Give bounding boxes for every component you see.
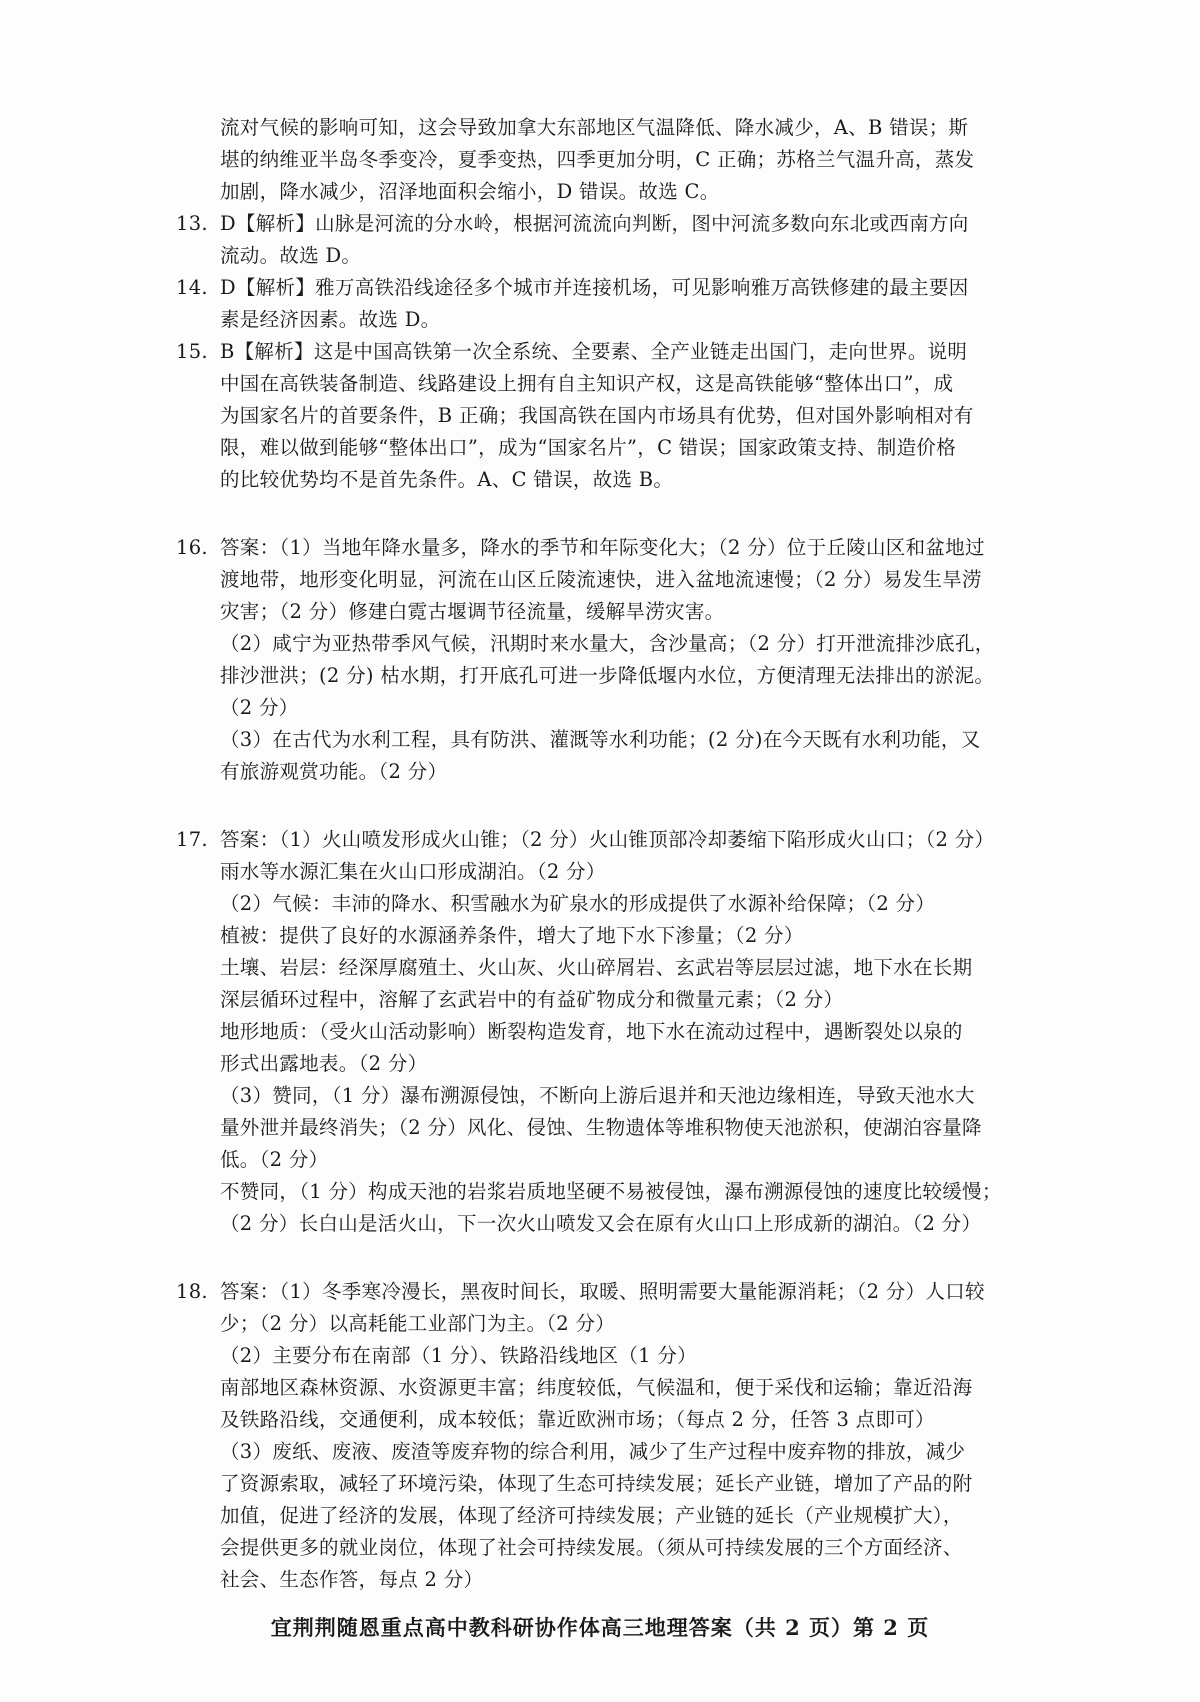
question-number: 13. — [176, 212, 208, 235]
text-line: 渡地带，地形变化明显，河流在山区丘陵流速快，进入盆地流速慢；（2 分）易发生旱涝 — [220, 568, 982, 591]
text-line: 及铁路沿线，交通便利，成本较低；靠近欧洲市场；（每点 2 分，任答 3 点即可） — [220, 1408, 935, 1431]
text-line: 排沙泄洪；(2 分) 枯水期，打开底孔可进一步降低堰内水位，方便清理无法排出的淤泥。 — [220, 664, 995, 687]
text-line: （2）咸宁为亚热带季风气候，汛期时来水量大，含沙量高；（2 分）打开泄流排沙底孔， — [220, 632, 995, 655]
spacer — [176, 1240, 1036, 1276]
text-line: 深层循环过程中，溶解了玄武岩中的有益矿物成分和微量元素；（2 分） — [220, 988, 844, 1011]
question-number: 14. — [176, 276, 208, 299]
text-line: 流对气候的影响可知，这会导致加拿大东部地区气温降低、降水减少，A、B 错误；斯 — [220, 116, 969, 139]
text-line: 南部地区森林资源、水资源更丰富；纬度较低，气候温和，便于采伐和运输；靠近沿海 — [220, 1376, 973, 1399]
text-line: 素是经济因素。故选 D。 — [220, 308, 441, 331]
text-line: 答案：（1）火山喷发形成火山锥；（2 分）火山锥顶部冷却萎缩下陷形成火山口；（2 分） — [220, 828, 995, 851]
text-line: 答案：（1）当地年降水量多，降水的季节和年际变化大；（2 分）位于丘陵山区和盆地过 — [220, 536, 985, 559]
text-line: 中国在高铁装备制造、线路建设上拥有自主知识产权，这是高铁能够“整体出口”，成 — [220, 372, 954, 395]
text-line: 量外泄并最终消失；（2 分）风化、侵蚀、生物遗体等堆积物使天池淤积，使湖泊容量降 — [220, 1116, 982, 1139]
text-line: （3）废纸、废液、废渣等废弃物的综合利用，减少了生产过程中废弃物的排放，减少 — [220, 1440, 966, 1463]
text-line: B【解析】这是中国高铁第一次全系统、全要素、全产业链走出国门，走向世界。说明 — [220, 340, 968, 363]
text-line: （2 分）长白山是活火山，下一次火山喷发又会在原有火山口上形成新的湖泊。（2 分） — [220, 1212, 982, 1235]
text-line: 形式出露地表。（2 分） — [220, 1052, 428, 1075]
spacer — [176, 788, 1036, 824]
text-line: 社会、生态作答，每点 2 分） — [220, 1568, 484, 1591]
text-line: 了资源索取，减轻了环境污染，体现了生态可持续发展；延长产业链，增加了产品的附 — [220, 1472, 973, 1495]
text-line: 堪的纳维亚半岛冬季变冷，夏季变热，四季更加分明，C 正确；苏格兰气温升高，蒸发 — [220, 148, 975, 171]
text-line: 不赞同，（1 分）构成天池的岩浆岩质地坚硬不易被侵蚀，瀑布溯源侵蚀的速度比较缓慢； — [220, 1180, 1002, 1203]
text-line: （3）在古代为水利工程，具有防洪、灌溉等水利功能；(2 分)在今天既有水利功能，又 — [220, 728, 981, 751]
question-number: 16. — [176, 536, 208, 559]
question-18 — [176, 1276, 1036, 1596]
question-13 — [176, 208, 1036, 272]
question-number: 15. — [176, 340, 208, 363]
text-line: 限，难以做到能够“整体出口”，成为“国家名片”，C 错误；国家政策支持、制造价格 — [220, 436, 956, 459]
text-line: D【解析】雅万高铁沿线途径多个城市并连接机场，可见影响雅万高铁修建的最主要因 — [220, 276, 969, 299]
answer-content — [176, 112, 1036, 1596]
text-line: 为国家名片的首要条件，B 正确；我国高铁在国内市场具有优势，但对国外影响相对有 — [220, 404, 974, 427]
question-14 — [176, 272, 1036, 336]
spacer — [176, 496, 1036, 532]
text-line: 低。（2 分） — [220, 1148, 329, 1171]
text-line: 答案：（1）冬季寒冷漫长，黑夜时间长，取暖、照明需要大量能源消耗；（2 分）人口较 — [220, 1280, 985, 1303]
text-line: 植被：提供了良好的水源涵养条件，增大了地下水下渗量；（2 分） — [220, 924, 804, 947]
text-line: （2 分） — [220, 696, 299, 719]
page-footer: 宜荆荆随恩重点高中教科研协作体高三地理答案（共 2 页）第 2 页 — [270, 1615, 930, 1640]
question-15 — [176, 336, 1036, 496]
question-17 — [176, 824, 1036, 1240]
text-line: 的比较优势均不是首先条件。A、C 错误，故选 B。 — [220, 468, 674, 491]
q12-continuation — [176, 112, 1036, 208]
text-line: 土壤、岩层：经深厚腐殖土、火山灰、火山碎屑岩、玄武岩等层层过滤，地下水在长期 — [220, 956, 973, 979]
text-line: 地形地质：（受火山活动影响）断裂构造发育，地下水在流动过程中，遇断裂处以泉的 — [220, 1020, 963, 1043]
question-number: 18. — [176, 1280, 208, 1303]
text-line: （2）主要分布在南部（1 分）、铁路沿线地区（1 分） — [220, 1344, 697, 1367]
question-16 — [176, 532, 1036, 788]
text-line: 有旅游观赏功能。（2 分） — [220, 760, 448, 783]
text-line: 加剧，降水减少，沼泽地面积会缩小，D 错误。故选 C。 — [220, 180, 720, 203]
text-line: 雨水等水源汇集在火山口形成湖泊。（2 分） — [220, 860, 606, 883]
text-line: 灾害；（2 分）修建白霓古堰调节径流量，缓解旱涝灾害。 — [220, 600, 725, 623]
text-line: 少；（2 分）以高耗能工业部门为主。（2 分） — [220, 1312, 616, 1335]
text-line: （2）气候：丰沛的降水、积雪融水为矿泉水的形成提供了水源补给保障；（2 分） — [220, 892, 936, 915]
text-line: D【解析】山脉是河流的分水岭，根据河流流向判断，图中河流多数向东北或西南方向 — [220, 212, 969, 235]
text-line: 会提供更多的就业岗位，体现了社会可持续发展。（须从可持续发展的三个方面经济、 — [220, 1536, 963, 1559]
text-line: （3）赞同，（1 分）瀑布溯源侵蚀，不断向上游后退并和天池边缘相连，导致天池水大 — [220, 1084, 975, 1107]
question-number: 17. — [176, 828, 208, 851]
text-line: 加值，促进了经济的发展，体现了经济可持续发展；产业链的延长（产业规模扩大）， — [220, 1504, 963, 1527]
text-line: 流动。故选 D。 — [220, 244, 362, 267]
